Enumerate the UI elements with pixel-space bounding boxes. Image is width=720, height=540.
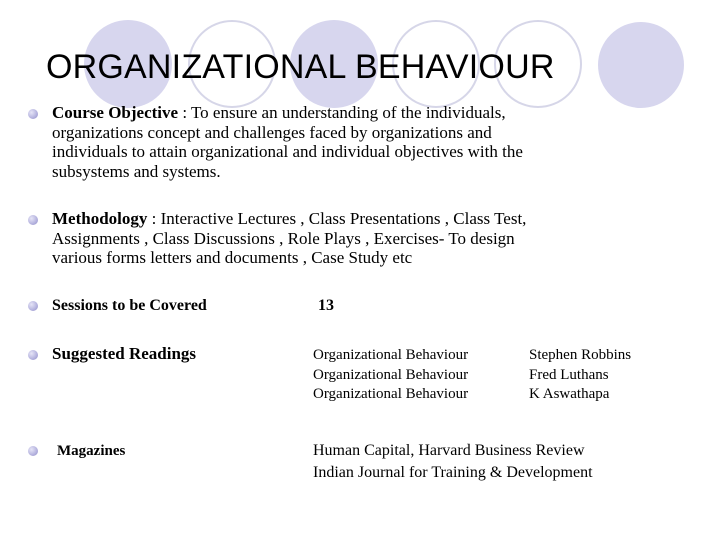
bullet-icon [28,215,38,225]
course-objective-line-1: Course Objective : To ensure an understanding of the individuals, [52,103,506,122]
methodology-line-3: various forms letters and documents , Case Study etc [52,248,413,267]
reading-author: Fred Luthans [529,367,609,383]
magazines-label: Magazines [57,443,126,459]
methodology-line-1: Methodology : Interactive Lectures , Class Presentations , Class Test, [52,209,527,228]
decor-circle-6 [598,22,684,108]
methodology-line-2: Assignments , Class Discussions , Role Plays , Exercises- To design [52,228,515,248]
magazine-item: Indian Journal for Training & Development [313,464,593,481]
reading-title: Organizational Behaviour [313,367,469,383]
methodology-label: Methodology [52,209,148,228]
reading-author: Stephen Robbins [529,347,632,363]
course-objective-block [52,103,523,181]
bullet-icon [28,446,38,456]
bullet-icon [28,350,38,360]
reading-title: Organizational Behaviour [313,386,469,402]
course-objective-label: Course Objective [52,103,179,122]
course-objective-line-4: subsystems and systems. [52,161,221,181]
methodology-block [52,209,526,268]
slide-title: ORGANIZATIONAL BEHAVIOUR [46,48,555,86]
course-objective-line-3: individuals to attain organizational and individual objectives with the [52,142,523,161]
sessions-value: 13 [318,297,334,314]
reading-title: Organizational Behaviour [313,347,469,363]
bullet-icon [28,109,38,119]
bullet-icon [28,301,38,311]
suggested-readings-label: Suggested Readings [52,344,197,363]
sessions-label: Sessions to be Covered [52,297,207,314]
reading-author: K Aswathapa [529,386,610,402]
magazine-item: Human Capital, Harvard Business Review [313,442,585,459]
course-objective-line-2: organizations concept and challenges faced by organizations and [52,122,492,142]
